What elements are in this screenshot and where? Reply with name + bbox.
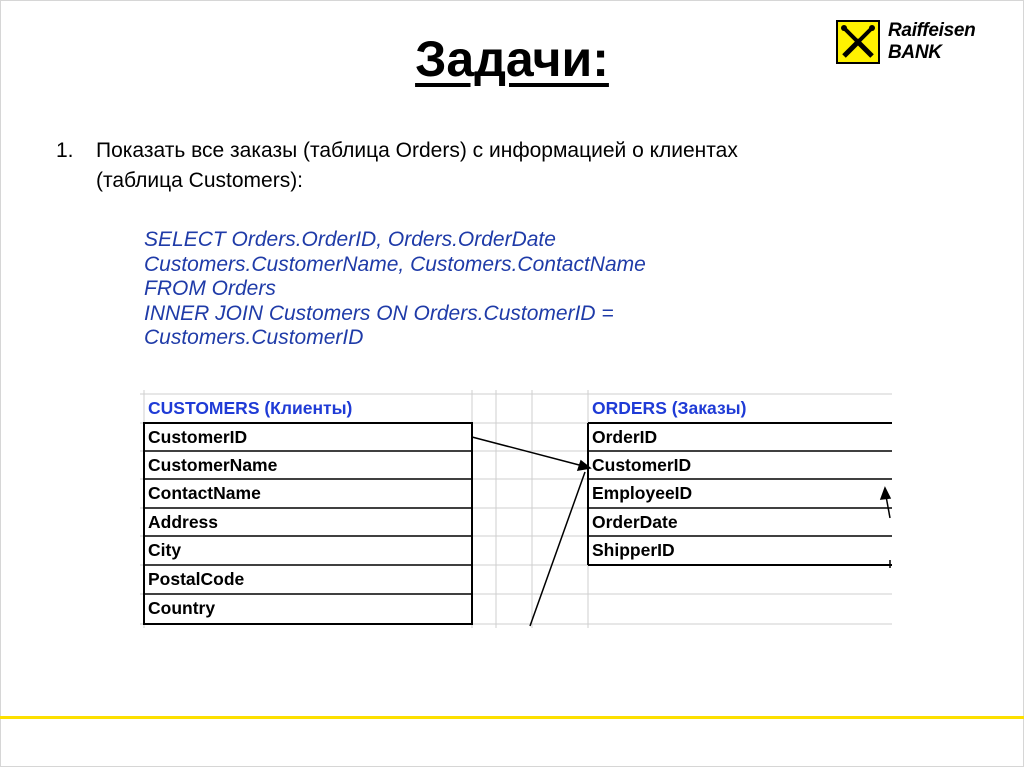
orders-field-customerid: CustomerID [592, 455, 692, 475]
sql-line-3: FROM Orders [144, 277, 276, 300]
orders-field-orderdate: OrderDate [592, 512, 678, 532]
customers-table-header: CUSTOMERS (Клиенты) [148, 398, 353, 418]
customers-field-country: Country [148, 598, 216, 618]
customers-field-address: Address [148, 512, 219, 532]
task-number: 1. [56, 139, 74, 162]
footer-divider [0, 716, 1024, 719]
sql-line-1: SELECT Orders.OrderID, Orders.OrderDate [144, 228, 556, 251]
orders-field-shipperid: ShipperID [592, 540, 675, 560]
orders-field-employeeid: EmployeeID [592, 483, 693, 503]
orders-field-orderid: OrderID [592, 427, 658, 447]
customers-field-city: City [148, 540, 182, 560]
slide-title: Задачи: [415, 31, 609, 87]
sql-line-2: Customers.CustomerName, Customers.ContactName [144, 252, 646, 276]
orders-table-header: ORDERS (Заказы) [592, 398, 747, 418]
logo-text-raiffeisen: Raiffeisen [888, 20, 976, 41]
customers-field-postalcode: PostalCode [148, 569, 245, 589]
customers-field-contactname: ContactName [148, 483, 261, 503]
customers-field-customername: CustomerName [148, 455, 278, 475]
sql-line-5: Customers.CustomerID [144, 326, 364, 349]
customers-field-customerid: CustomerID [148, 427, 248, 447]
logo-text-bank: BANK [888, 42, 942, 63]
sql-line-4: INNER JOIN Customers ON Orders.CustomerID = [144, 301, 614, 325]
task-text: Показать все заказы (таблица Orders) с информацией о клиентах (таблица Customers): [96, 139, 738, 192]
